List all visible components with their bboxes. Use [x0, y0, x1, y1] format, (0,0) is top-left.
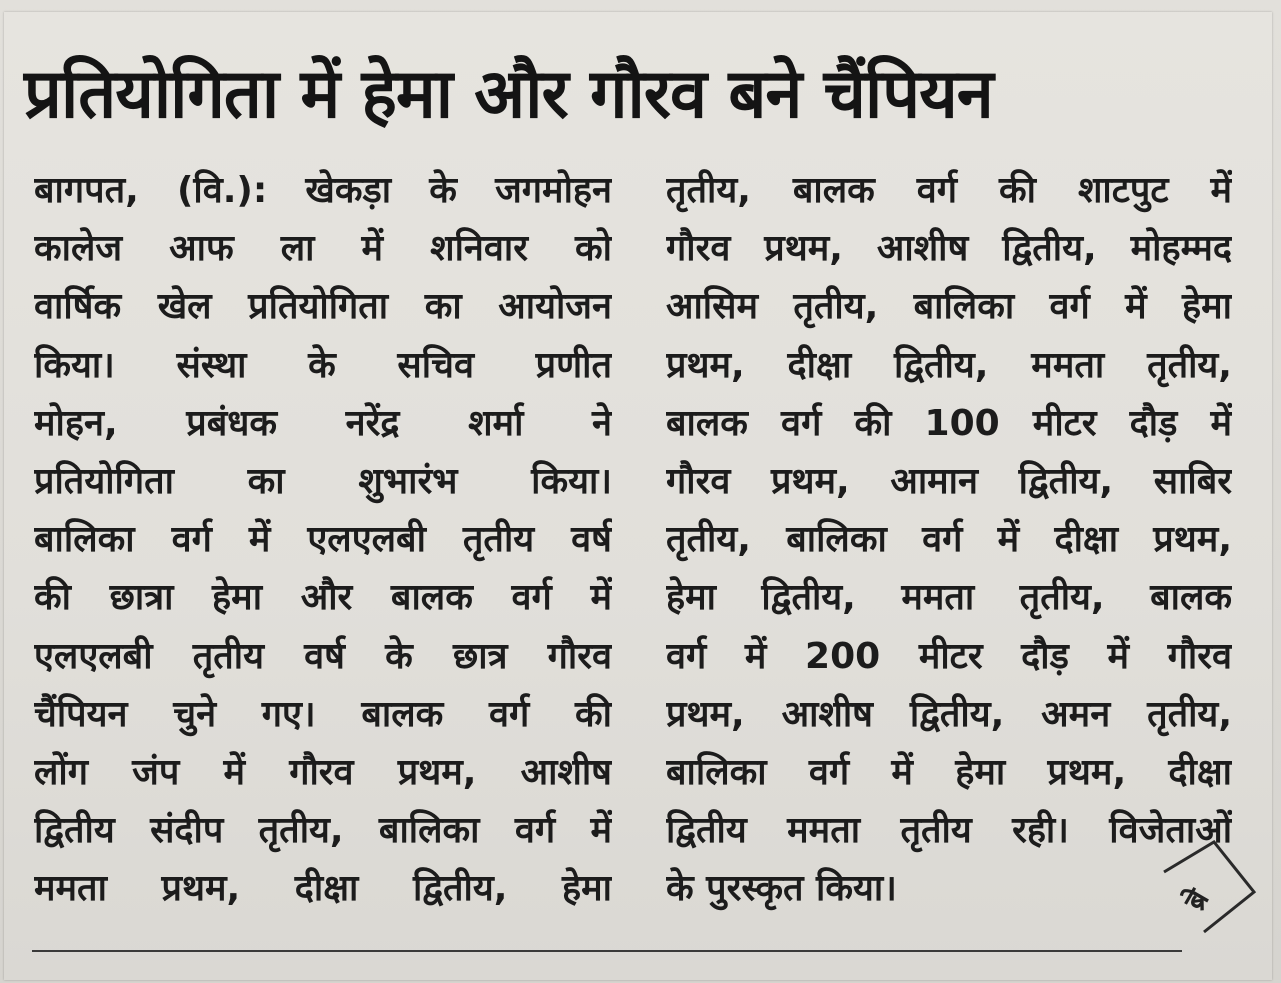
text-line: बालिका वर्ग में हेमा प्रथम, दीक्षा [666, 751, 1232, 793]
text-line: किया। संस्था के सचिव प्रणीत [34, 344, 612, 386]
text-line: गौरव प्रथम, आमान द्वितीय, साबिर [666, 460, 1232, 502]
text-line: प्रतियोगिता का शुभारंभ किया। [34, 460, 612, 502]
left-column [34, 162, 612, 918]
text-line: वर्ग में 200 मीटर दौड़ में गौरव [666, 635, 1232, 677]
text-line: ममता प्रथम, दीक्षा द्वितीय, हेमा [34, 868, 612, 910]
text-line: लोंग जंप में गौरव प्रथम, आशीष [34, 751, 612, 793]
text-line: प्रथम, आशीष द्वितीय, अमन तृतीय, [666, 693, 1232, 735]
text-line: के पुरस्कृत किया। [666, 868, 897, 910]
text-line: बालिका वर्ग में एलएलबी तृतीय वर्ष [34, 519, 612, 561]
bottom-rule [32, 950, 1182, 952]
text-line: द्वितीय संदीप तृतीय, बालिका वर्ग में [34, 810, 612, 852]
newspaper-clipping [4, 12, 1272, 980]
text-line: चैंपियन चुने गए। बालक वर्ग की [34, 693, 612, 735]
text-line: बालक वर्ग की 100 मीटर दौड़ में [666, 402, 1232, 444]
text-line: बागपत, (वि.): खेकड़ा के जगमोहन [34, 170, 612, 211]
text-line: तृतीय, बालक वर्ग की शाटपुट में [666, 170, 1232, 211]
headline: प्रतियोगिता में हेमा और गौरव बने चैंपियन [24, 55, 993, 134]
text-line: की छात्रा हेमा और बालक वर्ग में [34, 577, 612, 619]
text-line: वार्षिक खेल प्रतियोगिता का आयोजन [34, 286, 612, 328]
corner-mark: ब्रे [1177, 883, 1217, 917]
text-line: मोहन, प्रबंधक नरेंद्र शर्मा ने [34, 402, 612, 444]
right-column [666, 162, 1232, 918]
text-line: एलएलबी तृतीय वर्ष के छात्र गौरव [34, 635, 612, 677]
text-line: तृतीय, बालिका वर्ग में दीक्षा प्रथम, [666, 519, 1232, 561]
text-line: द्वितीय ममता तृतीय रही। विजेताओं [666, 810, 1232, 852]
text-line: हेमा द्वितीय, ममता तृतीय, बालक [666, 577, 1232, 619]
text-line: प्रथम, दीक्षा द्वितीय, ममता तृतीय, [666, 344, 1232, 386]
text-line: कालेज आफ ला में शनिवार को [34, 228, 612, 270]
text-line: गौरव प्रथम, आशीष द्वितीय, मोहम्मद [666, 228, 1232, 270]
text-line: आसिम तृतीय, बालिका वर्ग में हेमा [666, 286, 1232, 328]
